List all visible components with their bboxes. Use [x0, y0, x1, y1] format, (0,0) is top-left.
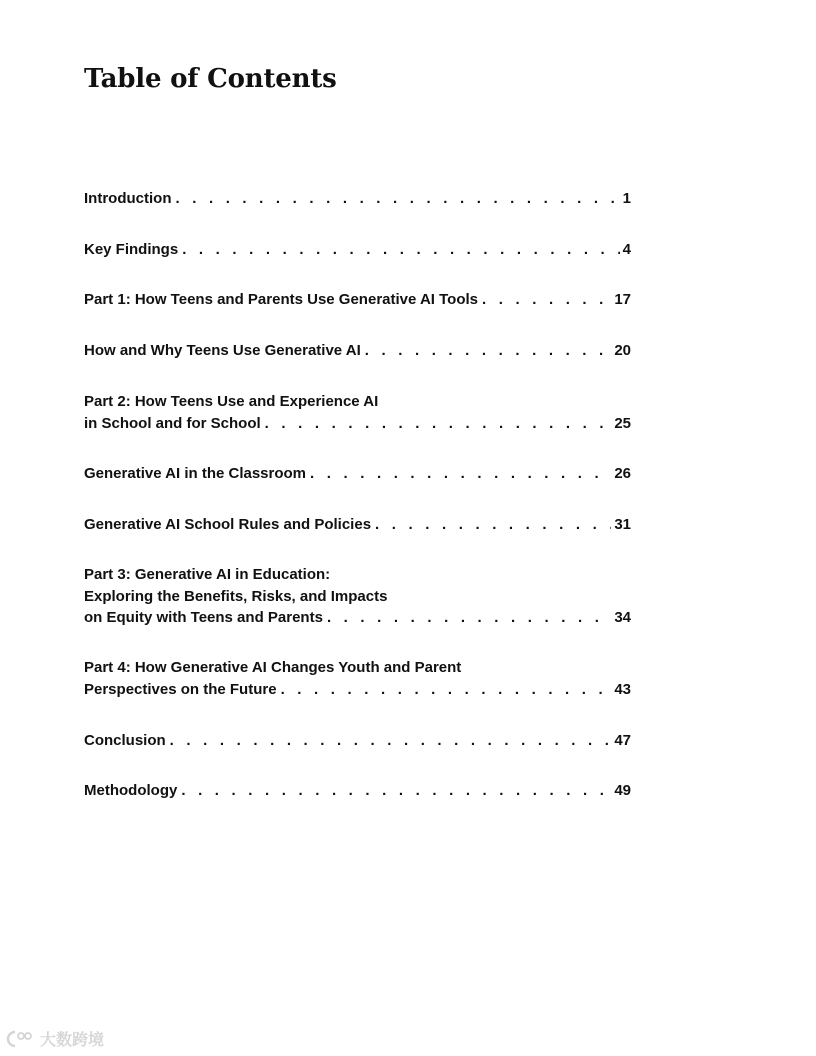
toc-entry-key-findings[interactable] [84, 239, 631, 261]
toc-entry-classroom[interactable] [84, 463, 631, 485]
toc-entry-part-1[interactable] [84, 289, 631, 311]
toc-page-number: 26 [614, 465, 631, 482]
page-title: Table of Contents [84, 64, 337, 94]
dot-leader [482, 289, 611, 311]
dot-leader [175, 188, 619, 210]
toc-page-number: 31 [614, 516, 631, 533]
watermark [6, 1027, 104, 1050]
toc-entry-title: Methodology [84, 782, 178, 799]
toc-entry-title: Introduction [84, 190, 172, 207]
toc-entry-part-4[interactable] [84, 657, 631, 700]
toc-entry-title: Conclusion [84, 732, 166, 749]
toc-entry-part-2[interactable] [84, 391, 631, 434]
toc-entry-how-and-why[interactable] [84, 340, 631, 362]
toc-page-number: 17 [614, 291, 631, 308]
toc-entry-title: Part 2: How Teens Use and Experience AI [84, 393, 379, 410]
toc-entry-line [84, 289, 631, 311]
toc-entry-part-3[interactable] [84, 564, 631, 629]
toc-entry-line [84, 607, 631, 629]
toc-entry-title: in School and for School [84, 414, 261, 432]
dot-leader [281, 679, 612, 701]
toc-entry-title: Generative AI School Rules and Policies [84, 516, 372, 533]
toc-entry-line [84, 679, 631, 701]
toc-entry-title: Perspectives on the Future [84, 680, 277, 698]
dot-leader [365, 340, 612, 362]
toc-entry-line [84, 514, 631, 536]
toc-entry-title: Generative AI in the Classroom [84, 465, 307, 482]
dot-leader [182, 239, 619, 261]
toc-entry-school-rules[interactable] [84, 514, 631, 536]
toc-entry-line [84, 730, 631, 752]
dot-leader [181, 780, 611, 802]
toc-entry-title: on Equity with Teens and Parents [84, 609, 323, 626]
toc-page-number: 25 [614, 414, 631, 432]
toc-page-number: 49 [614, 782, 631, 799]
watermark-text: 大数跨境 [40, 1030, 105, 1049]
toc-page-number: 1 [622, 190, 631, 207]
toc-entry-line [84, 780, 631, 802]
toc-entry-line [84, 340, 631, 362]
toc-entry-conclusion[interactable] [84, 730, 631, 752]
dot-leader [170, 730, 612, 752]
toc-entry-line [84, 463, 631, 485]
toc-entry-title: Part 1: How Teens and Parents Use Generative AI Tools [84, 291, 479, 308]
toc-entry-title: Part 4: How Generative AI Changes Youth and Parent [84, 659, 462, 676]
toc-page-number: 34 [614, 609, 631, 626]
dot-leader [310, 463, 611, 485]
dot-leader [375, 514, 611, 536]
watermark-logo-icon [6, 1029, 36, 1049]
toc-entry-title: Part 3: Generative AI in Education: [84, 566, 331, 583]
toc-entry-introduction[interactable] [84, 188, 631, 210]
toc-entry-title: How and Why Teens Use Generative AI [84, 342, 361, 359]
toc-entry-line [84, 188, 631, 210]
toc-page-number: 4 [622, 241, 631, 258]
toc-entry-line [84, 239, 631, 261]
toc-page-number: 20 [614, 342, 631, 359]
dot-leader [327, 607, 611, 629]
toc-entry-title: Key Findings [84, 241, 179, 258]
toc-page-number: 47 [614, 732, 631, 749]
toc-entry-title: Exploring the Benefits, Risks, and Impacts [84, 587, 388, 605]
dot-leader [265, 413, 612, 435]
toc-page-number: 43 [614, 680, 631, 698]
toc-entry-line [84, 413, 631, 435]
toc-entry-methodology[interactable] [84, 780, 631, 802]
